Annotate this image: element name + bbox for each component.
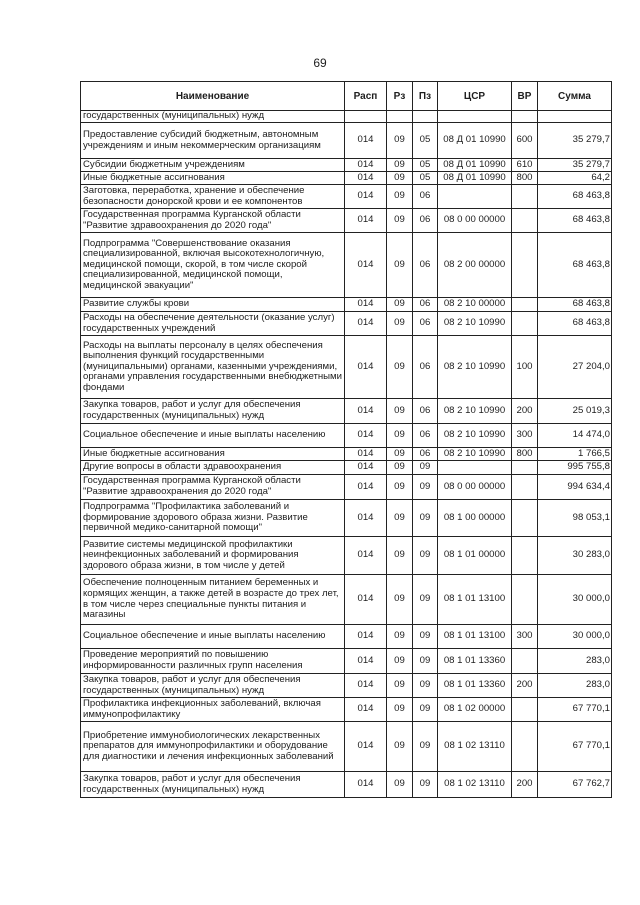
cell-name: Другие вопросы в области здравоохранения: [81, 461, 345, 475]
cell-sum: 994 634,4: [538, 475, 612, 500]
cell-vr: [512, 722, 538, 772]
cell-pz: [413, 111, 438, 123]
cell-rz: 09: [387, 424, 413, 448]
table-header-row: [81, 82, 612, 111]
cell-csr: 08 1 01 13100: [438, 625, 512, 649]
cell-pz: 06: [413, 185, 438, 209]
cell-sum: 68 463,8: [538, 298, 612, 312]
cell-rz: 09: [387, 772, 413, 798]
cell-csr: 08 1 02 13110: [438, 772, 512, 798]
table-row: [81, 399, 612, 424]
cell-rasp: 014: [345, 500, 387, 537]
cell-sum: 68 463,8: [538, 209, 612, 233]
column-header-csr: ЦСР: [438, 82, 512, 111]
column-header-rz: Рз: [387, 82, 413, 111]
cell-name: Расходы на обеспечение деятельности (оказание услуг) государственных учреждений: [81, 312, 345, 336]
cell-rasp: 014: [345, 185, 387, 209]
cell-rasp: 014: [345, 772, 387, 798]
cell-csr: 08 1 01 13360: [438, 674, 512, 698]
table-row: [81, 722, 612, 772]
cell-pz: 09: [413, 575, 438, 625]
table-row: [81, 475, 612, 500]
cell-rz: 09: [387, 185, 413, 209]
cell-rasp: 014: [345, 475, 387, 500]
cell-name: Закупка товаров, работ и услуг для обеспечения государственных (муниципальных) нужд: [81, 399, 345, 424]
cell-sum: 67 762,7: [538, 772, 612, 798]
table-row: [81, 298, 612, 312]
table-row: [81, 698, 612, 722]
cell-rz: 09: [387, 537, 413, 575]
cell-rz: 09: [387, 233, 413, 298]
cell-rasp: [345, 111, 387, 123]
cell-name: Государственная программа Курганской области "Развитие здравоохранения до 2020 года": [81, 209, 345, 233]
table-row: [81, 123, 612, 159]
cell-vr: [512, 537, 538, 575]
table-row: [81, 537, 612, 575]
table-row: [81, 159, 612, 172]
cell-vr: 200: [512, 674, 538, 698]
cell-csr: 08 1 02 13110: [438, 722, 512, 772]
cell-sum: 67 770,1: [538, 722, 612, 772]
cell-csr: 08 2 10 10990: [438, 336, 512, 399]
cell-vr: 600: [512, 123, 538, 159]
cell-pz: 09: [413, 500, 438, 537]
cell-rz: 09: [387, 649, 413, 674]
cell-rasp: 014: [345, 336, 387, 399]
cell-sum: 14 474,0: [538, 424, 612, 448]
cell-name: Расходы на выплаты персоналу в целях обеспечения выполнения функций государственными (муниципальными) органами, казенными учреждениями, органами управления государственными внебюджетными фондами: [81, 336, 345, 399]
cell-rasp: 014: [345, 537, 387, 575]
cell-vr: [512, 475, 538, 500]
cell-name: Подпрограмма "Профилактика заболеваний и формирование здорового образа жизни. Развитие первичной медико-санитарной помощи": [81, 500, 345, 537]
cell-csr: 08 2 10 10990: [438, 312, 512, 336]
cell-rasp: 014: [345, 722, 387, 772]
cell-name: Подпрограмма "Совершенствование оказания специализированной, включая высокотехнологичную, медицинской помощи, скорой, в том числе скорой специализированной, медицинской помощи, медицинской эвакуации": [81, 233, 345, 298]
cell-sum: 68 463,8: [538, 233, 612, 298]
cell-rasp: 014: [345, 312, 387, 336]
cell-sum: 1 766,5: [538, 448, 612, 461]
cell-pz: 06: [413, 233, 438, 298]
cell-sum: 283,0: [538, 674, 612, 698]
cell-rasp: 014: [345, 209, 387, 233]
cell-name: государственных (муниципальных) нужд: [81, 111, 345, 123]
cell-csr: [438, 461, 512, 475]
cell-vr: 800: [512, 448, 538, 461]
cell-sum: 995 755,8: [538, 461, 612, 475]
cell-pz: 09: [413, 674, 438, 698]
column-header-sum: Сумма: [538, 82, 612, 111]
cell-vr: 200: [512, 399, 538, 424]
cell-pz: 06: [413, 298, 438, 312]
cell-sum: 68 463,8: [538, 185, 612, 209]
table-row: [81, 209, 612, 233]
cell-rasp: 014: [345, 298, 387, 312]
cell-csr: [438, 185, 512, 209]
cell-sum: 35 279,7: [538, 123, 612, 159]
cell-sum: 27 204,0: [538, 336, 612, 399]
cell-pz: 09: [413, 461, 438, 475]
cell-name: Приобретение иммунобиологических лекарственных препаратов для иммунопрофилактики и оборудование для диагностики и лечения инфекционных заболеваний: [81, 722, 345, 772]
cell-vr: [512, 298, 538, 312]
cell-pz: 09: [413, 475, 438, 500]
table-row: [81, 674, 612, 698]
cell-csr: 08 1 01 13360: [438, 649, 512, 674]
cell-pz: 05: [413, 159, 438, 172]
cell-rz: 09: [387, 209, 413, 233]
cell-sum: 283,0: [538, 649, 612, 674]
cell-pz: 09: [413, 698, 438, 722]
cell-csr: 08 0 00 00000: [438, 209, 512, 233]
cell-rz: 09: [387, 461, 413, 475]
cell-rz: 09: [387, 159, 413, 172]
cell-csr: 08 2 10 10990: [438, 399, 512, 424]
cell-rz: 09: [387, 625, 413, 649]
cell-sum: 67 770,1: [538, 698, 612, 722]
cell-rasp: 014: [345, 424, 387, 448]
cell-rz: 09: [387, 475, 413, 500]
cell-csr: 08 Д 01 10990: [438, 123, 512, 159]
budget-table: [80, 81, 612, 798]
cell-sum: [538, 111, 612, 123]
cell-name: Заготовка, переработка, хранение и обеспечение безопасности донорской крови и ее компонентов: [81, 185, 345, 209]
cell-sum: 25 019,3: [538, 399, 612, 424]
cell-vr: [512, 312, 538, 336]
column-header-pz: Пз: [413, 82, 438, 111]
cell-sum: 30 283,0: [538, 537, 612, 575]
cell-vr: [512, 185, 538, 209]
cell-pz: 09: [413, 537, 438, 575]
cell-rz: 09: [387, 448, 413, 461]
cell-rasp: 014: [345, 448, 387, 461]
cell-vr: 100: [512, 336, 538, 399]
cell-name: Закупка товаров, работ и услуг для обеспечения государственных (муниципальных) нужд: [81, 772, 345, 798]
cell-name: Предоставление субсидий бюджетным, автономным учреждениям и иным некоммерческим организациям: [81, 123, 345, 159]
cell-name: Обеспечение полноценным питанием беременных и кормящих женщин, а также детей в возрасте до трех лет, в том числе через специальные пункты питания и магазины: [81, 575, 345, 625]
cell-rz: 09: [387, 575, 413, 625]
cell-csr: 08 2 00 00000: [438, 233, 512, 298]
cell-vr: [512, 111, 538, 123]
cell-vr: [512, 461, 538, 475]
cell-rasp: 014: [345, 575, 387, 625]
cell-sum: 30 000,0: [538, 625, 612, 649]
cell-pz: 09: [413, 722, 438, 772]
cell-csr: 08 0 00 00000: [438, 475, 512, 500]
cell-csr: 08 1 01 13100: [438, 575, 512, 625]
cell-csr: 08 2 10 10990: [438, 448, 512, 461]
cell-csr: 08 Д 01 10990: [438, 172, 512, 185]
table-row: [81, 448, 612, 461]
table-row: [81, 424, 612, 448]
cell-name: Развитие службы крови: [81, 298, 345, 312]
cell-vr: [512, 575, 538, 625]
cell-pz: 06: [413, 312, 438, 336]
cell-vr: 610: [512, 159, 538, 172]
cell-name: Субсидии бюджетным учреждениям: [81, 159, 345, 172]
cell-name: Проведение мероприятий по повышению информированности различных групп населения: [81, 649, 345, 674]
cell-pz: 06: [413, 424, 438, 448]
cell-pz: 09: [413, 772, 438, 798]
cell-sum: 64,2: [538, 172, 612, 185]
cell-vr: 800: [512, 172, 538, 185]
table-row: [81, 233, 612, 298]
cell-csr: 08 2 10 10990: [438, 424, 512, 448]
cell-sum: 98 053,1: [538, 500, 612, 537]
cell-rasp: 014: [345, 123, 387, 159]
cell-rasp: 014: [345, 625, 387, 649]
cell-pz: 09: [413, 625, 438, 649]
table-row: [81, 336, 612, 399]
cell-pz: 06: [413, 336, 438, 399]
table-row: [81, 312, 612, 336]
cell-rasp: 014: [345, 233, 387, 298]
cell-sum: 68 463,8: [538, 312, 612, 336]
column-header-vr: ВР: [512, 82, 538, 111]
table-row: [81, 172, 612, 185]
cell-rz: 09: [387, 698, 413, 722]
cell-name: Государственная программа Курганской области "Развитие здравоохранения до 2020 года": [81, 475, 345, 500]
cell-rz: 09: [387, 722, 413, 772]
cell-rz: 09: [387, 399, 413, 424]
table-row: [81, 772, 612, 798]
cell-csr: 08 1 00 00000: [438, 500, 512, 537]
table-row: [81, 575, 612, 625]
cell-pz: 05: [413, 172, 438, 185]
cell-name: Развитие системы медицинской профилактики неинфекционных заболеваний и формирования здорового образа жизни, в том числе у детей: [81, 537, 345, 575]
cell-rasp: 014: [345, 159, 387, 172]
cell-vr: [512, 233, 538, 298]
cell-csr: 08 1 01 00000: [438, 537, 512, 575]
cell-pz: 06: [413, 448, 438, 461]
cell-vr: 300: [512, 424, 538, 448]
cell-rz: 09: [387, 336, 413, 399]
table-row: [81, 625, 612, 649]
table-row: [81, 111, 612, 123]
cell-csr: [438, 111, 512, 123]
cell-rz: 09: [387, 172, 413, 185]
cell-rz: [387, 111, 413, 123]
table-body: [81, 111, 612, 798]
cell-rasp: 014: [345, 461, 387, 475]
table-row: [81, 461, 612, 475]
cell-rasp: 014: [345, 698, 387, 722]
cell-pz: 06: [413, 399, 438, 424]
cell-name: Социальное обеспечение и иные выплаты населению: [81, 424, 345, 448]
cell-vr: [512, 500, 538, 537]
cell-sum: 30 000,0: [538, 575, 612, 625]
cell-vr: 300: [512, 625, 538, 649]
cell-vr: [512, 649, 538, 674]
cell-pz: 06: [413, 209, 438, 233]
column-header-name: Наименование: [81, 82, 345, 111]
cell-name: Закупка товаров, работ и услуг для обеспечения государственных (муниципальных) нужд: [81, 674, 345, 698]
table-row: [81, 185, 612, 209]
cell-csr: 08 2 10 00000: [438, 298, 512, 312]
cell-rz: 09: [387, 312, 413, 336]
cell-rasp: 014: [345, 172, 387, 185]
cell-rz: 09: [387, 674, 413, 698]
cell-csr: 08 1 02 00000: [438, 698, 512, 722]
cell-name: Профилактика инфекционных заболеваний, включая иммунопрофилактику: [81, 698, 345, 722]
cell-rz: 09: [387, 500, 413, 537]
cell-vr: [512, 209, 538, 233]
column-header-rasp: Расп: [345, 82, 387, 111]
cell-rasp: 014: [345, 649, 387, 674]
cell-rasp: 014: [345, 674, 387, 698]
cell-name: Социальное обеспечение и иные выплаты населению: [81, 625, 345, 649]
table-row: [81, 500, 612, 537]
cell-name: Иные бюджетные ассигнования: [81, 172, 345, 185]
cell-sum: 35 279,7: [538, 159, 612, 172]
cell-rasp: 014: [345, 399, 387, 424]
table-row: [81, 649, 612, 674]
cell-rz: 09: [387, 123, 413, 159]
cell-csr: 08 Д 01 10990: [438, 159, 512, 172]
cell-vr: 200: [512, 772, 538, 798]
page-number: 69: [313, 56, 327, 70]
cell-vr: [512, 698, 538, 722]
cell-rz: 09: [387, 298, 413, 312]
cell-pz: 05: [413, 123, 438, 159]
cell-name: Иные бюджетные ассигнования: [81, 448, 345, 461]
cell-pz: 09: [413, 649, 438, 674]
